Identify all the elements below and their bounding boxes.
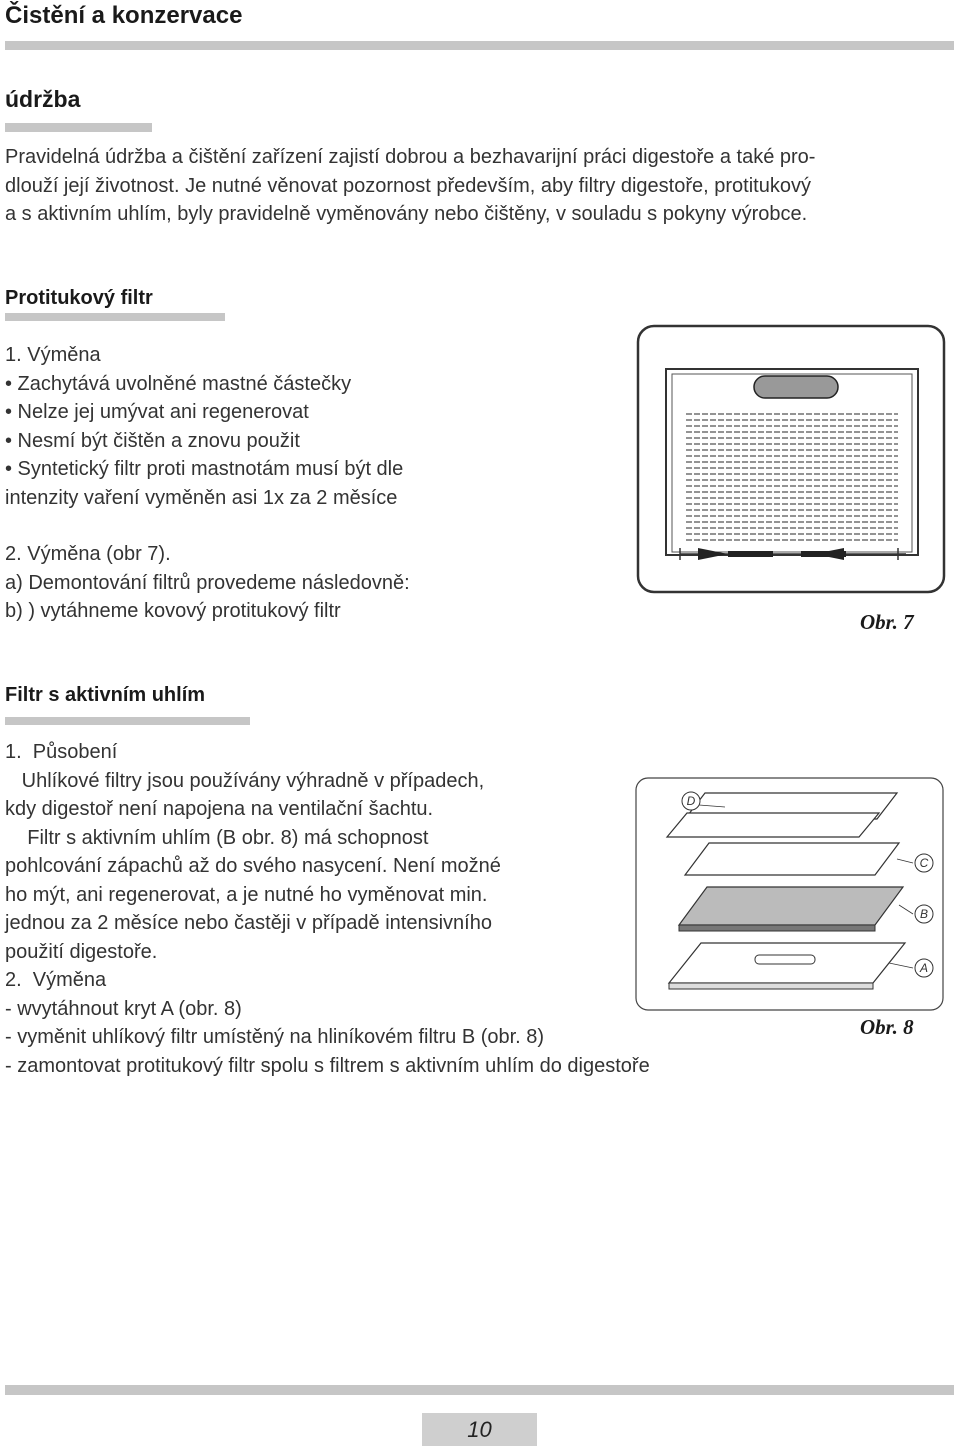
grease-filter-steps (5, 540, 410, 626)
text-line: použití digestoře. (5, 940, 158, 963)
title-rule (5, 41, 954, 50)
text-line: a) Demontování filtrů provedeme následovně: (5, 571, 410, 594)
intro-line: dlouží její životnost. Je nutné věnovat pozornost především, aby filtry digestoře, protitukový (5, 174, 811, 197)
maintenance-heading: údržba (5, 86, 81, 112)
figure-7-caption: Obr. 7 (860, 610, 914, 634)
text-line: 2. Výměna (obr 7). (5, 543, 171, 565)
figure-label-c: C (919, 856, 929, 870)
text-line: • Syntetický filtr proti mastnotám musí být dle (5, 458, 404, 480)
text-line: intenzity vaření vyměněn asi 1x za 2 měsíce (5, 486, 398, 509)
text-line: • Nelze jej umývat ani regenerovat (5, 401, 309, 423)
text-line: Uhlíkové filtry jsou používány výhradně v případech, (5, 769, 485, 792)
grease-filter-rule (5, 313, 225, 321)
text-line: kdy digestoř není napojena na ventilační šachtu. (5, 798, 434, 820)
carbon-filter-figure (635, 777, 950, 1012)
maintenance-rule (5, 123, 152, 132)
grease-filter-figure (636, 324, 946, 596)
text-line: b) ) vytáhneme kovový protitukový filtr (5, 600, 341, 622)
figure-label-b: B (919, 907, 929, 921)
figure-8-caption: Obr. 8 (860, 1015, 914, 1039)
grease-filter-heading: Protitukový filtr (5, 287, 153, 309)
text-line: 2. Výměna (5, 969, 107, 991)
text-line: - zamontovat protitukový filtr spolu s filtrem s aktivním uhlím do digestoře (5, 1054, 650, 1077)
page-number: 10 (422, 1413, 537, 1446)
grease-filter-text (5, 341, 403, 512)
text-line: 1. Působení (5, 741, 118, 763)
page-title: Čistění a konzervace (5, 2, 243, 29)
text-line: - wvytáhnout kryt A (obr. 8) (5, 997, 242, 1020)
text-line: • Nesmí být čištěn a znovu použit (5, 429, 300, 452)
text-line: Filtr s aktivním uhlím (B obr. 8) má schopnost (5, 826, 429, 849)
figure-label-d: D (686, 794, 696, 808)
text-line: 1. Výměna (5, 344, 101, 366)
carbon-filter-rule (5, 717, 250, 725)
text-line: jednou za 2 měsíce nebo častěji v případě intensivního (5, 912, 492, 934)
text-line: - vyměnit uhlíkový filtr umístěný na hliníkovém filtru B (obr. 8) (5, 1026, 545, 1048)
carbon-filter-heading: Filtr s aktivním uhlím (5, 684, 206, 706)
figure-label-a: A (919, 961, 929, 975)
text-line: pohlcování zápachů až do svého nasycení. Není možné (5, 855, 501, 877)
footer-rule (5, 1385, 954, 1395)
carbon-filter-text (5, 738, 650, 1080)
text-line: • Zachytává uvolněné mastné částečky (5, 372, 352, 395)
text-line: ho mýt, ani regenerovat, a je nutné ho vyměnovat min. (5, 883, 488, 906)
maintenance-intro (5, 143, 953, 229)
intro-line: Pravidelná údržba a čištění zařízení zajistí dobrou a bezhavarijní práci digestoře a také pro- (5, 146, 816, 168)
intro-line: a s aktivním uhlím, byly pravidelně vyměnovány nebo čištěny, v souladu s pokyny výrobce. (5, 203, 808, 225)
